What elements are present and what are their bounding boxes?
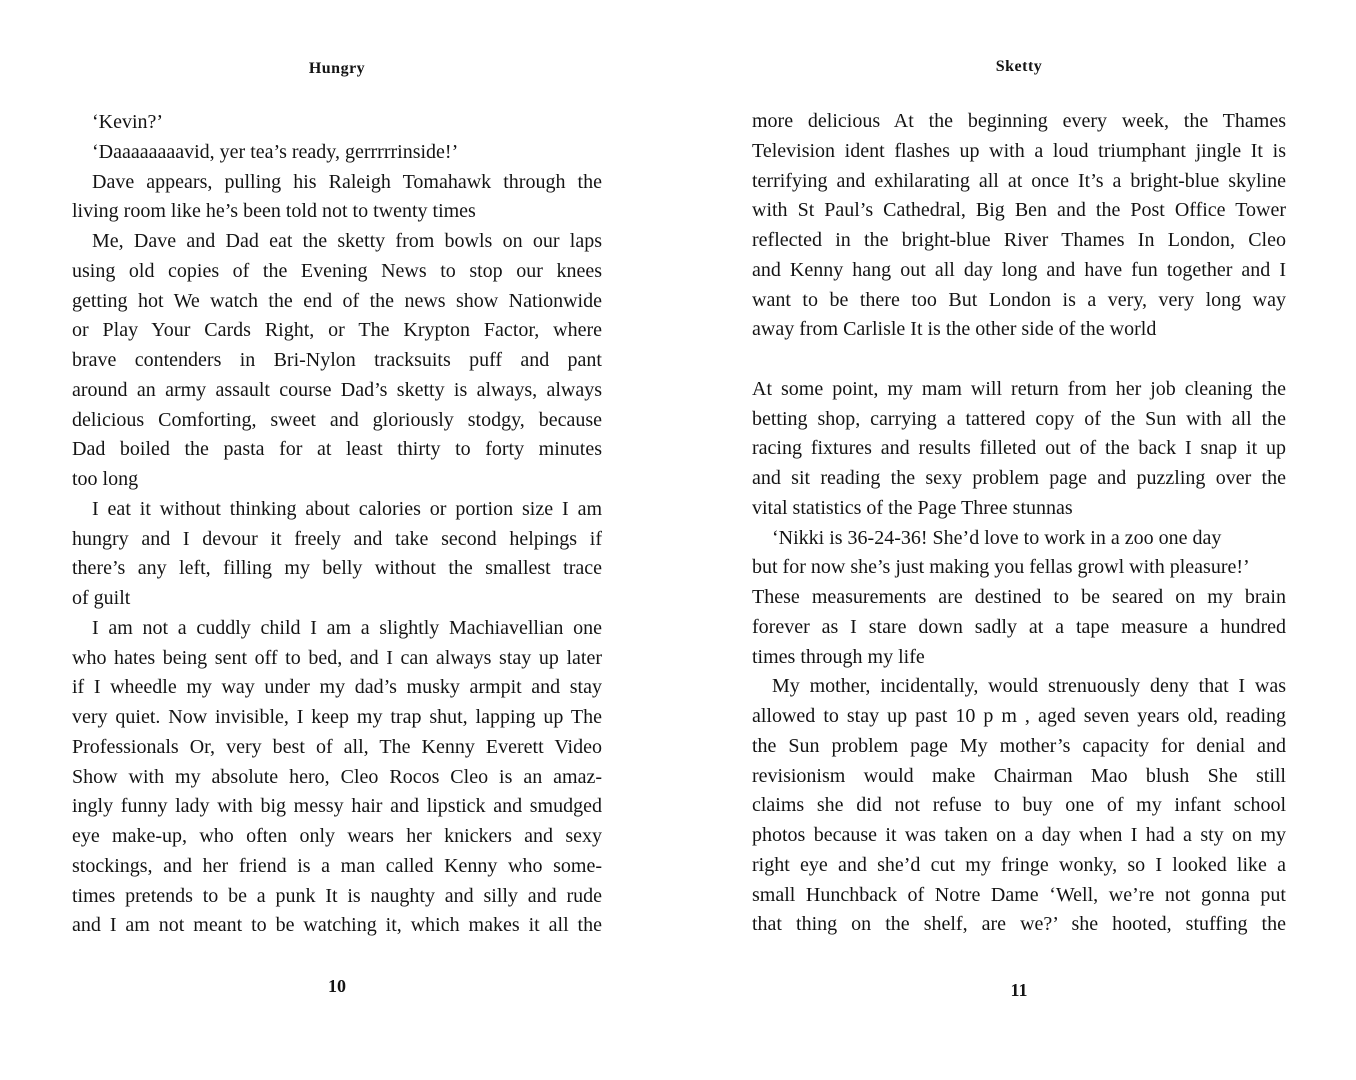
text-line: with St Paul’s Cathedral, Big Ben and the Post Office Tower (752, 199, 1286, 222)
text-line: small Hunchback of Notre Dame ‘Well, we’re not gonna put (752, 883, 1286, 906)
text-line: and Kenny hang out all day long and have fun together and I (752, 258, 1286, 281)
text-line: I am not a cuddly child I am a slightly Machiavellian one (92, 616, 602, 639)
text-line: I eat it without thinking about calories or portion size I am (92, 497, 602, 520)
text-line: forever as I stare down sadly at a tape measure a hundred (752, 615, 1286, 638)
page-body-text (72, 108, 602, 941)
text-line: hungry and I devour it freely and take second helpings if (72, 527, 602, 550)
text-line: eye make-up, who often only wears her knickers and sexy (72, 825, 602, 847)
text-line: or Play Your Cards Right, or The Krypton Factor, where (72, 319, 602, 342)
text-line (752, 345, 1286, 375)
text-line: times through my life (752, 645, 925, 668)
text-line: getting hot We watch the end of the news show Nationwide (72, 289, 602, 312)
text-line: want to be there too But London is a very, very long way (752, 288, 1286, 311)
text-line: and sit reading the sexy problem page and puzzling over the (752, 467, 1286, 489)
text-line: living room like he’s been told not to twenty times (72, 200, 476, 223)
text-line: Show with my absolute hero, Cleo Rocos Cleo is an amaz- (72, 765, 602, 788)
text-line: of guilt (72, 587, 131, 609)
text-line: My mother, incidentally, would strenuously deny that I was (772, 675, 1286, 698)
text-line: allowed to stay up past 10 p m , aged seven years old, reading (752, 705, 1286, 727)
text-line: times pretends to be a punk It is naughty and silly and rude (72, 884, 602, 907)
text-line: reflected in the bright-blue River Thames In London, Cleo (752, 229, 1286, 251)
left-page (72, 0, 602, 1080)
text-line: terrifying and exhilarating all at once It’s a bright-blue skyline (752, 169, 1286, 192)
text-line: ‘Nikki is 36-24-36! She’d love to work in a zoo one day (772, 526, 1222, 549)
text-line: away from Carlisle It is the other side of the world (752, 318, 1157, 341)
text-line: Television ident flashes up with a loud triumphant jingle It is (752, 139, 1286, 162)
running-head: Hungry (308, 60, 366, 77)
text-line: around an army assault course Dad’s sketty is always, always (72, 378, 602, 401)
text-line: ‘Daaaaaaaavid, yer tea’s ready, gerrrrrinside!’ (92, 140, 459, 163)
text-line: if I wheedle my way under my dad’s musky armpit and stay (72, 676, 602, 699)
text-line: Professionals Or, very best of all, The Kenny Everett Video (72, 735, 602, 758)
text-line: brave contenders in Bri-Nylon tracksuits puff and pant (72, 349, 602, 371)
right-page (752, 0, 1286, 1080)
text-line: ‘Kevin?’ (92, 111, 164, 133)
text-line: Me, Dave and Dad eat the sketty from bowls on our laps (92, 230, 602, 252)
page-number: 10 (328, 976, 346, 996)
text-line: At some point, my mam will return from her job cleaning the (752, 377, 1286, 400)
text-line: but for now she’s just making you fellas growl with pleasure!’ (752, 556, 1250, 579)
page-body-text (752, 107, 1286, 940)
text-line: stockings, and her friend is a man called Kenny who some- (72, 854, 602, 877)
text-line: delicious Comforting, sweet and gloriously stodgy, because (72, 408, 602, 431)
text-line: Dave appears, pulling his Raleigh Tomahawk through the (92, 170, 602, 193)
text-line: who hates being sent off to bed, and I can always stay up later (72, 646, 602, 669)
text-line: photos because it was taken on a day when I had a sty on my (752, 824, 1286, 846)
text-line: more delicious At the beginning every week, the Thames (752, 110, 1286, 132)
text-line: right eye and she’d cut my fringe wonky, so I looked like a (752, 853, 1286, 876)
text-line: Dad boiled the pasta for at least thirty to forty minutes (72, 438, 602, 461)
text-line: revisionism would make Chairman Mao blush She still (752, 764, 1286, 787)
text-line: there’s any left, filling my belly without the smallest trace (72, 557, 602, 580)
text-line: the Sun problem page My mother’s capacity for denial and (752, 734, 1286, 757)
running-head: Sketty (995, 58, 1043, 75)
text-line: claims she did not refuse to buy one of my infant school (752, 794, 1286, 817)
text-line: very quiet. Now invisible, I keep my trap shut, lapping up The (72, 706, 602, 728)
text-line: vital statistics of the Page Three stunnas (752, 496, 1073, 519)
text-line: and I am not meant to be watching it, which makes it all the (72, 914, 602, 937)
text-line: racing fixtures and results filleted out of the back I snap it up (752, 437, 1286, 460)
page-number: 11 (1010, 980, 1028, 1000)
text-line: that thing on the shelf, are we?’ she hooted, stuffing the (752, 913, 1286, 936)
text-line: These measurements are destined to be seared on my brain (752, 586, 1286, 608)
text-line: betting shop, carrying a tattered copy of the Sun with all the (752, 407, 1286, 430)
text-line: using old copies of the Evening News to stop our knees (72, 259, 602, 282)
text-line: ingly funny lady with big messy hair and lipstick and smudged (72, 795, 602, 818)
text-line: too long (72, 468, 139, 490)
